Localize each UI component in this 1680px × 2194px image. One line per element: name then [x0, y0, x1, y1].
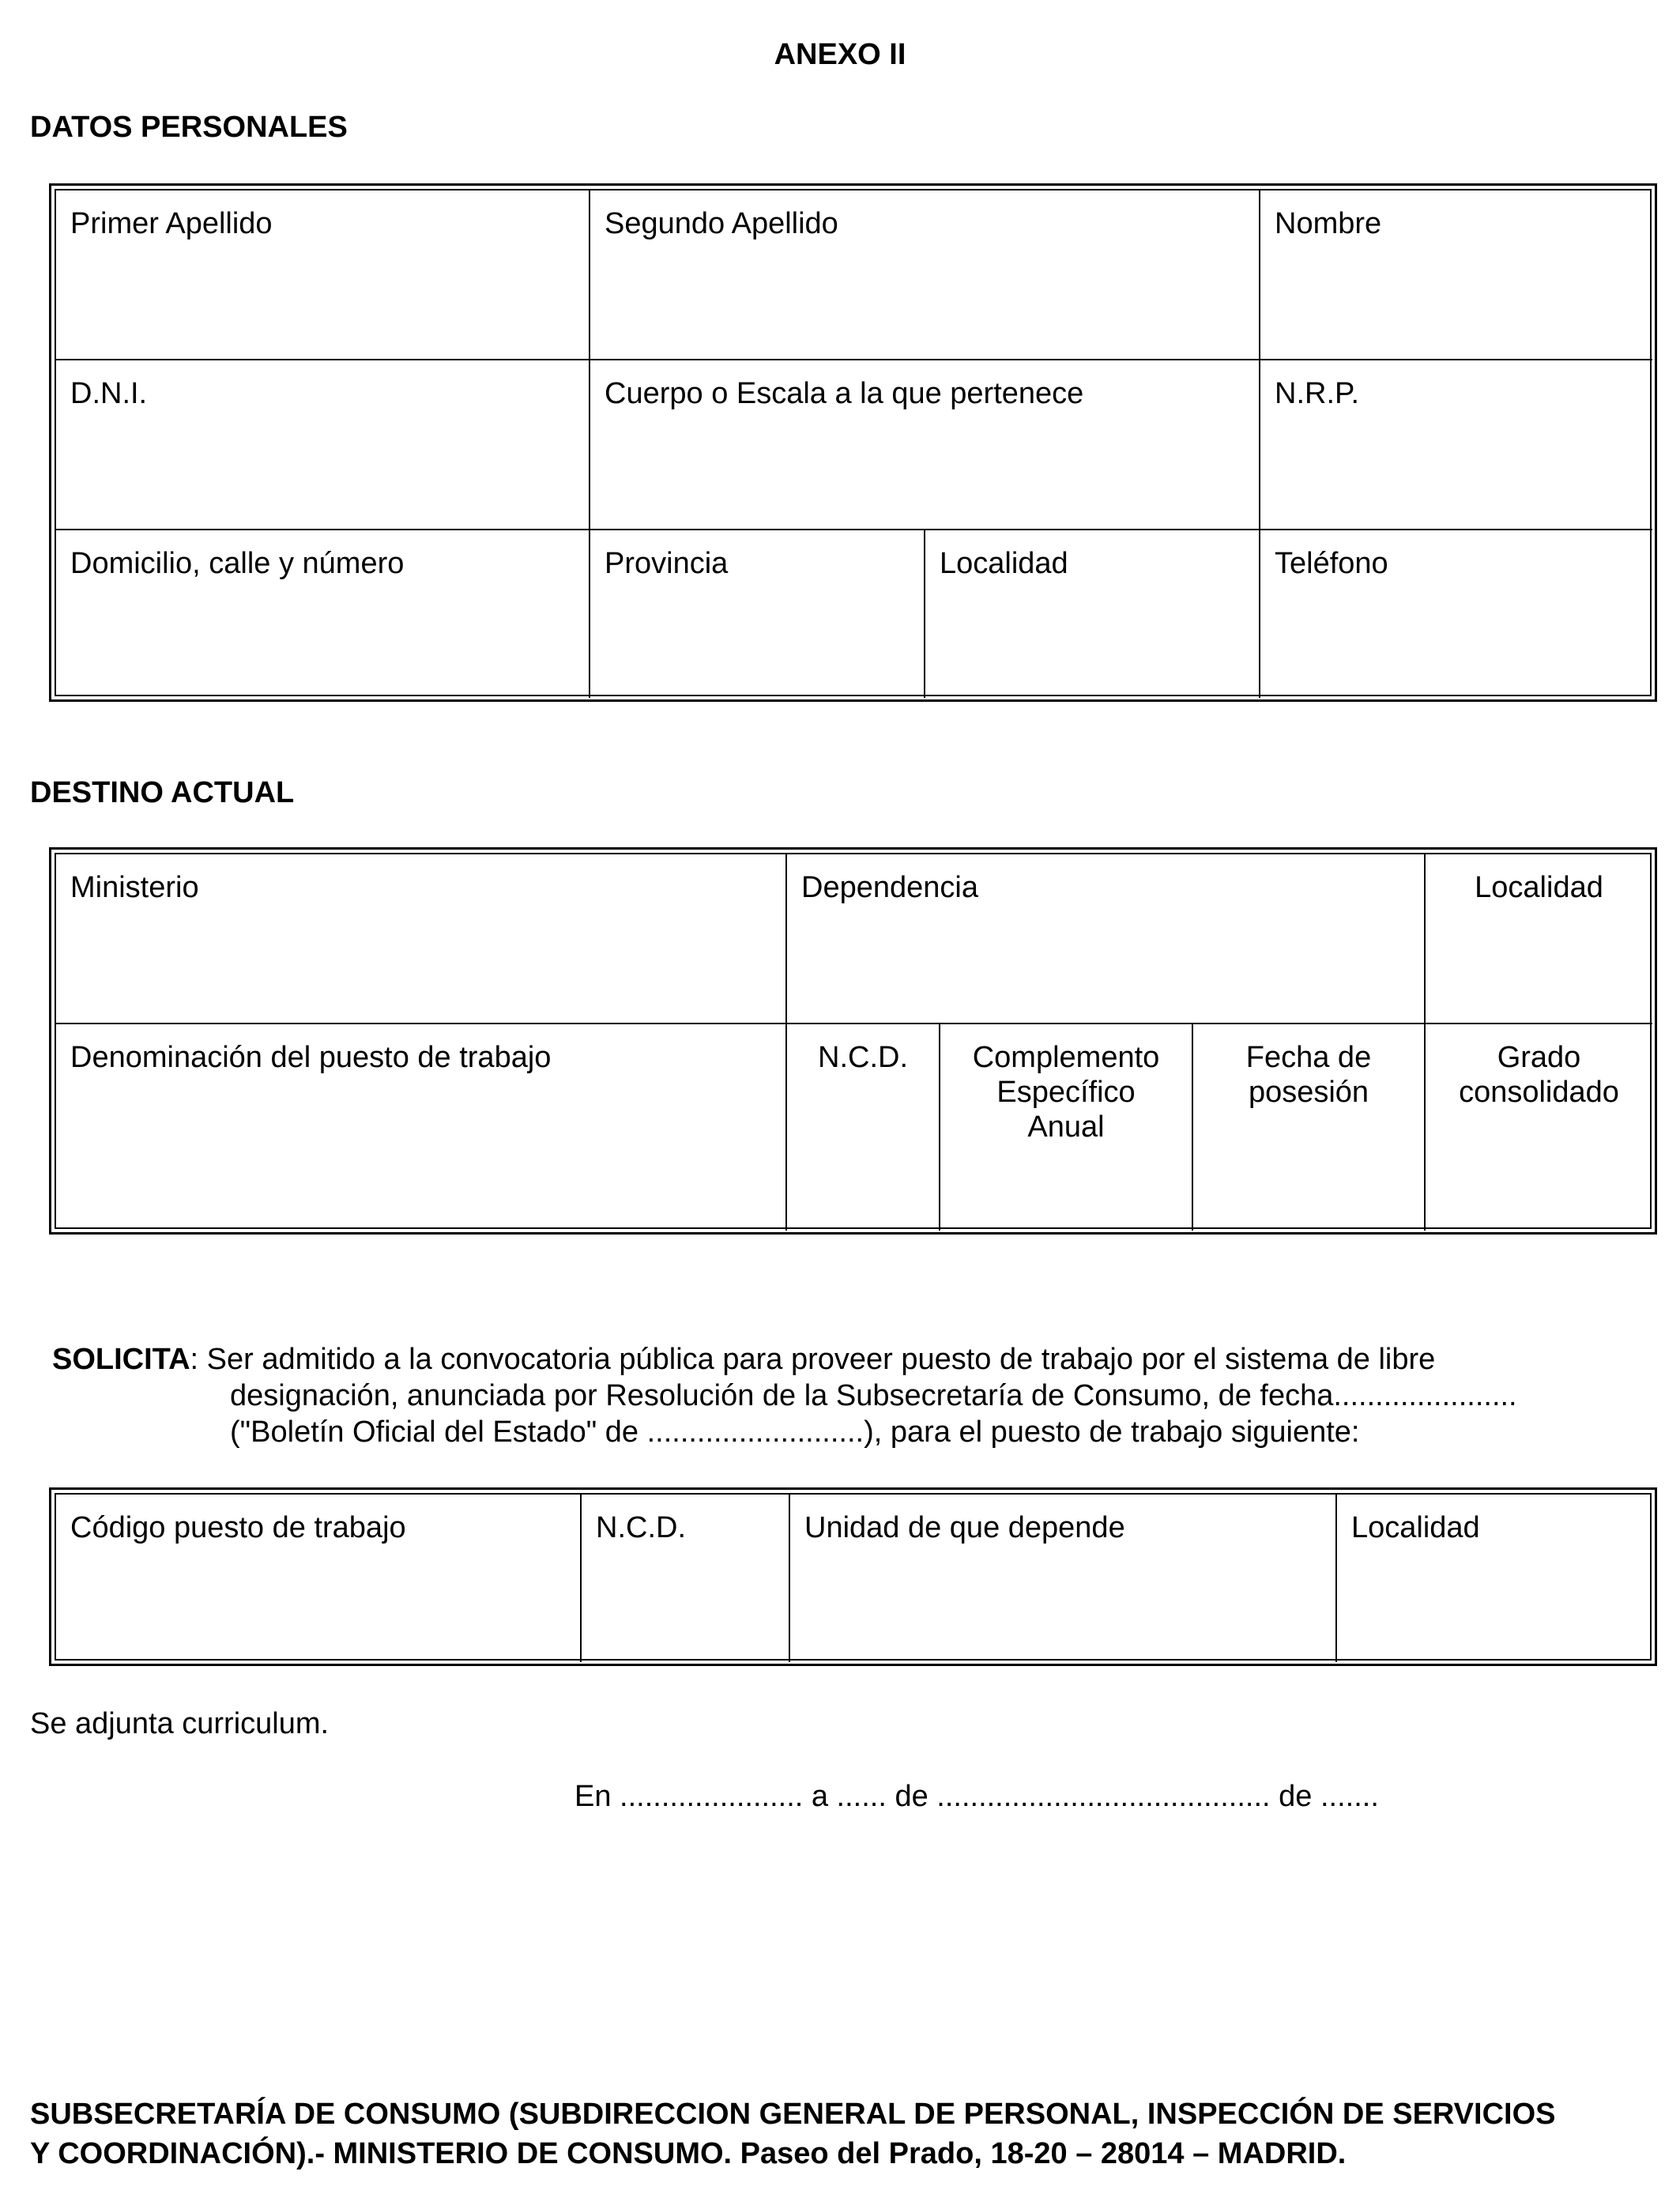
label-complemento-line1: Complemento: [972, 1041, 1160, 1074]
field-nrp[interactable]: [1260, 360, 1652, 530]
label-localidad-solicitado: Localidad: [1351, 1511, 1480, 1544]
label-dni: D.N.I.: [70, 377, 148, 410]
solicita-paragraph: [52, 1341, 1587, 1450]
label-complemento-line3: Anual: [1027, 1110, 1105, 1144]
field-codigo-puesto[interactable]: [56, 1495, 582, 1662]
label-ncd-actual: N.C.D.: [818, 1041, 908, 1074]
label-localidad-personal: Localidad: [940, 547, 1068, 580]
label-codigo-puesto: Código puesto de trabajo: [70, 1511, 406, 1544]
field-primer-apellido[interactable]: [56, 190, 590, 360]
field-localidad-solicitado[interactable]: [1337, 1495, 1652, 1662]
label-unidad-depende: Unidad de que depende: [804, 1511, 1125, 1544]
field-localidad-destino[interactable]: [1426, 854, 1652, 1024]
label-grado-line1: Grado: [1497, 1041, 1581, 1074]
field-segundo-apellido[interactable]: [590, 190, 1260, 360]
solicita-label: SOLICITA: [52, 1343, 190, 1376]
solicita-line3: ("Boletín Oficial del Estado" de ..........................), para el puesto de trabajo siguiente:: [230, 1416, 1360, 1449]
footer-line1: SUBSECRETARÍA DE CONSUMO (SUBDIRECCION GENERAL DE PERSONAL, INSPECCIÓN DE SERVICIOS: [30, 2098, 1556, 2131]
label-complemento-line2: Específico: [996, 1076, 1136, 1109]
footer-address: [30, 2094, 1556, 2173]
field-cuerpo-escala[interactable]: [590, 360, 1260, 530]
document-title: ANEXO II: [774, 38, 906, 71]
label-denominacion-puesto: Denominación del puesto de trabajo: [70, 1041, 552, 1074]
solicita-line2: designación, anunciada por Resolución de la Subsecretaría de Consumo, de fecha......................: [230, 1379, 1517, 1412]
field-localidad-personal[interactable]: [925, 530, 1260, 698]
field-dependencia[interactable]: [787, 854, 1426, 1024]
field-nombre[interactable]: [1260, 190, 1652, 360]
field-ncd-solicitado[interactable]: [582, 1495, 790, 1662]
label-fecha-line1: Fecha de: [1245, 1041, 1372, 1074]
label-ncd-solicitado: N.C.D.: [596, 1511, 686, 1544]
label-segundo-apellido: Segundo Apellido: [605, 207, 838, 240]
label-nombre: Nombre: [1275, 207, 1382, 240]
footer-line2: Y COORDINACIÓN).- MINISTERIO DE CONSUMO. Paseo del Prado, 18-20 – 28014 – MADRID.: [30, 2137, 1347, 2170]
label-dependencia: Dependencia: [801, 871, 978, 904]
label-ministerio: Ministerio: [70, 871, 199, 904]
adjunta-curriculum: Se adjunta curriculum.: [30, 1707, 330, 1740]
section-heading-destino-actual: DESTINO ACTUAL: [30, 776, 295, 809]
field-domicilio[interactable]: [56, 530, 590, 698]
field-fecha-posesion[interactable]: [1193, 1024, 1426, 1231]
field-complemento-especifico[interactable]: [940, 1024, 1193, 1231]
label-provincia: Provincia: [605, 547, 729, 580]
label-cuerpo-escala: Cuerpo o Escala a la que pertenece: [605, 377, 1084, 410]
label-grado-line2: consolidado: [1459, 1076, 1619, 1109]
label-domicilio: Domicilio, calle y número: [70, 547, 405, 580]
field-denominacion-puesto[interactable]: [56, 1024, 787, 1231]
section-heading-datos-personales: DATOS PERSONALES: [30, 111, 348, 144]
solicita-text-line1: : Ser admitido a la convocatoria pública para proveer puesto de trabajo por el sistema de libre: [190, 1343, 1436, 1376]
field-grado-consolidado[interactable]: [1426, 1024, 1652, 1231]
field-ncd-actual[interactable]: [787, 1024, 940, 1231]
field-ministerio[interactable]: [56, 854, 787, 1024]
puesto-solicitado-table: [49, 1487, 1657, 1666]
field-unidad-depende[interactable]: [790, 1495, 1337, 1662]
solicita-line1: [52, 1341, 1587, 1378]
label-primer-apellido: Primer Apellido: [70, 207, 273, 240]
label-nrp: N.R.P.: [1275, 377, 1360, 410]
label-telefono: Teléfono: [1275, 547, 1388, 580]
field-dni[interactable]: [56, 360, 590, 530]
destino-actual-table: [49, 847, 1657, 1235]
field-provincia[interactable]: [590, 530, 925, 698]
label-fecha-line2: posesión: [1248, 1076, 1369, 1109]
datos-personales-table: [49, 183, 1657, 702]
label-localidad-destino: Localidad: [1475, 871, 1603, 904]
fecha-lugar-line: En ...................... a ...... de ........................................ de .......: [574, 1780, 1379, 1813]
field-telefono[interactable]: [1260, 530, 1652, 698]
